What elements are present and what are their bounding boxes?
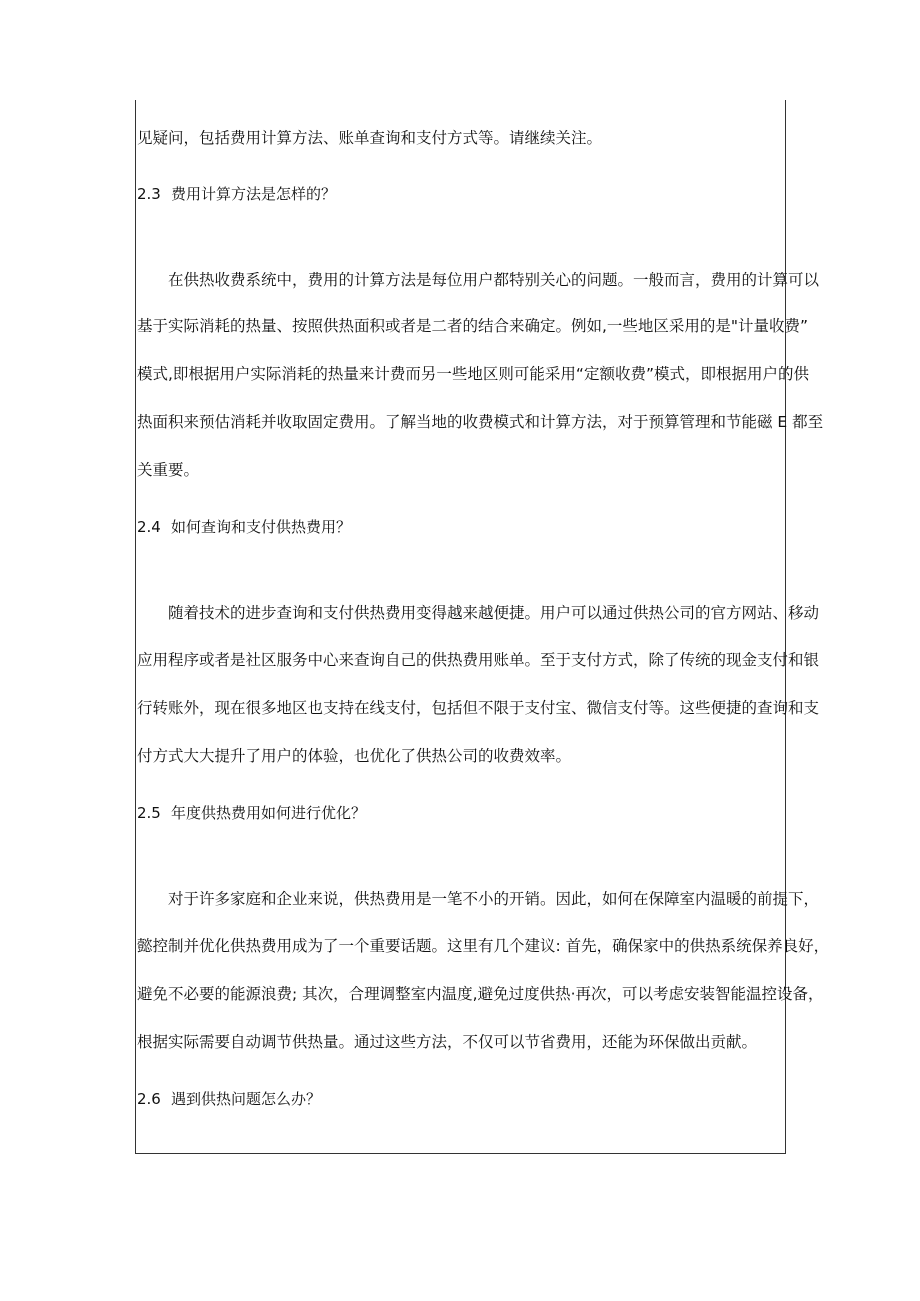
section-number: 2.5 [137, 804, 161, 822]
section-title: 费用计算方法是怎样的？ [171, 185, 337, 203]
intro-line: 见疑问，包括费用计算方法、账单查询和支付方式等。请继续关注。 [137, 129, 603, 147]
paragraph-line: 付方式大大提升了用户的体验，也优化了供热公司的收费效率。 [137, 747, 572, 765]
paragraph-line: 在供热收费系统中，费用的计算方法是每位用户都特别关心的问题。一般而言，费用的计算可以 [168, 271, 820, 289]
section-heading-2-5 [137, 803, 366, 823]
paragraph-line: 热面积来预估消耗并收取固定费用。了解当地的收费模式和计算方法，对于预算管理和节能磁 E 都至 [137, 413, 824, 431]
paragraph-line: 应用程序或者是社区服务中心来查询自己的供热费用账单。至于支付方式，除了传统的现金支付和银 [137, 651, 820, 669]
section-number: 2.3 [137, 185, 161, 203]
paragraph-line: 根据实际需要自动调节供热量。通过这些方法，不仅可以节省费用，还能为环保做出贡献。 [137, 1033, 758, 1051]
paragraph-line: 行转账外，现在很多地区也支持在线支付，包括但不限于支付宝、微信支付等。这些便捷的查询和支 [137, 699, 820, 717]
section-title: 年度供热费用如何进行优化？ [171, 804, 367, 822]
section-heading-2-4 [137, 517, 351, 537]
paragraph-line: 模式,即根据用户实际消耗的热量来计费而另一些地区则可能采用“定额收费”模式，即根据用户的供 [137, 365, 809, 383]
paragraph-line: 随着技术的进步查询和支付供热费用变得越来越便捷。用户可以通过供热公司的官方网站、移动 [168, 604, 820, 622]
paragraph-line: 基于实际消耗的热量、按照供热面积或者是二者的结合来确定。例如,一些地区采用的是"计量收费” [137, 317, 809, 335]
paragraph-line: 避免不必要的能源浪费; 其次，合理调整室内温度,避免过度供热·再次，可以考虑安装智能温控设备， [137, 985, 824, 1003]
section-heading-2-3 [137, 184, 336, 204]
paragraph-line: 关重要。 [137, 461, 200, 479]
section-number: 2.6 [137, 1090, 161, 1108]
paragraph-line: 懿控制并优化供热费用成为了一个重要话题。这里有几个建议: 首先，确保家中的供热系统保养良好， [137, 937, 830, 955]
paragraph-line: 对于许多家庭和企业来说，供热费用是一笔不小的开销。因此，如何在保障室内温暖的前提下， [168, 890, 820, 908]
section-title: 遇到供热问题怎么办？ [171, 1090, 322, 1108]
section-title: 如何查询和支付供热费用？ [171, 518, 352, 536]
section-heading-2-6 [137, 1089, 321, 1109]
section-number: 2.4 [137, 518, 161, 536]
